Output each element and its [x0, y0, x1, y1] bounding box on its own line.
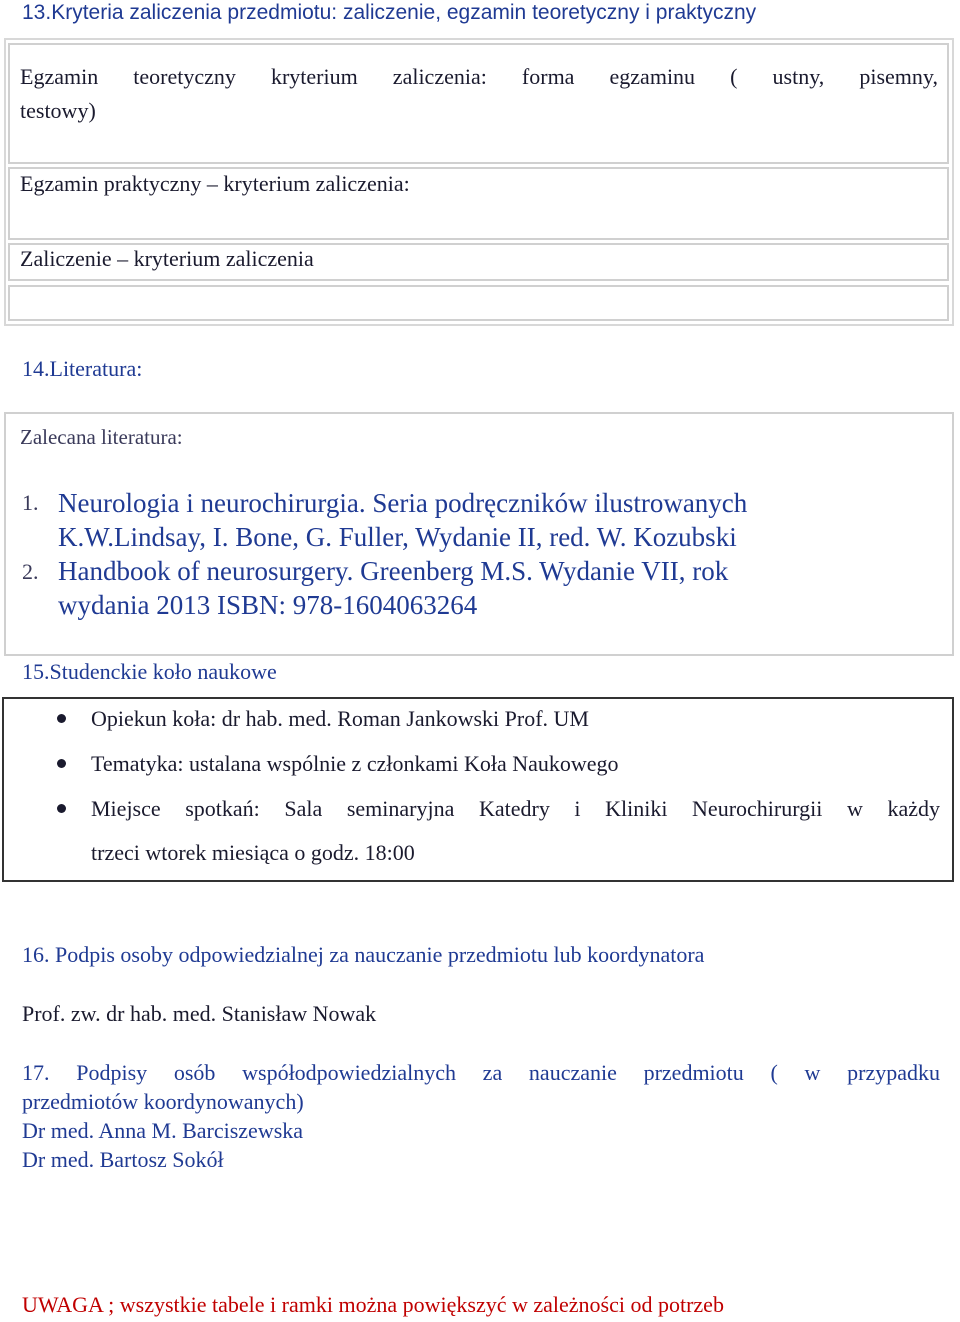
- empty-cell: [8, 285, 949, 321]
- bullet-icon: [57, 714, 66, 723]
- section-14-heading: 14.Literatura:: [22, 356, 143, 381]
- co-teacher-name: Dr med. Bartosz Sokół: [22, 1147, 224, 1172]
- section-17-heading: 17. Podpisy osób współodpowiedzialnych za nauczanie przedmiotu ( w przypadku: [22, 1060, 940, 1085]
- literature-item-1-line2: K.W.Lindsay, I. Bone, G. Fuller, Wydanie II, red. W. Kozubski: [58, 522, 737, 552]
- theory-exam-text: Egzamin teoretyczny kryterium zaliczenia: forma egzaminu ( ustny, pisemny,: [20, 64, 938, 89]
- club-supervisor: Opiekun koła: dr hab. med. Roman Jankowski Prof. UM: [91, 706, 589, 731]
- bullet-icon: [57, 759, 66, 768]
- literature-item-2-line2: wydania 2013 ISBN: 978-1604063264: [58, 590, 478, 620]
- warning-note: UWAGA ; wszystkie tabele i ramki można powiększyć w zależności od potrzeb: [22, 1292, 724, 1317]
- section-15-heading: 15.Studenckie koło naukowe: [22, 659, 277, 684]
- club-meeting-place: Miejsce spotkań: Sala seminaryjna Katedry i Kliniki Neurochirurgii w każdy: [91, 796, 940, 821]
- section-16-heading: 16. Podpis osoby odpowiedzialnej za nauczanie przedmiotu lub koordynatora: [22, 942, 705, 967]
- club-meeting-time: trzeci wtorek miesiąca o godz. 18:00: [91, 840, 415, 865]
- club-topics: Tematyka: ustalana wspólnie z członkami Koła Naukowego: [91, 751, 619, 776]
- co-teacher-name: Dr med. Anna M. Barciszewska: [22, 1118, 304, 1143]
- literature-item-2-line1: Handbook of neurosurgery. Greenberg M.S. Wydanie VII, rok: [58, 556, 729, 586]
- section-13-heading: 13.Kryteria zaliczenia przedmiotu: zaliczenie, egzamin teoretyczny i praktyczny: [22, 1, 757, 24]
- section-17-heading-cont: przedmiotów koordynowanych): [22, 1089, 304, 1114]
- practical-exam-text: Egzamin praktyczny – kryterium zaliczenia:: [20, 171, 410, 196]
- literature-subheading: Zalecana literatura:: [20, 425, 183, 449]
- credit-text: Zaliczenie – kryterium zaliczenia: [20, 246, 314, 271]
- literature-item-number: 2.: [22, 559, 39, 584]
- literature-item-number: 1.: [22, 490, 39, 515]
- bullet-icon: [57, 804, 66, 813]
- theory-exam-text-cont: testowy): [20, 98, 96, 123]
- literature-item-1-line1: Neurologia i neurochirurgia. Seria podręczników ilustrowanych: [58, 488, 748, 518]
- coordinator-name: Prof. zw. dr hab. med. Stanisław Nowak: [22, 1001, 377, 1026]
